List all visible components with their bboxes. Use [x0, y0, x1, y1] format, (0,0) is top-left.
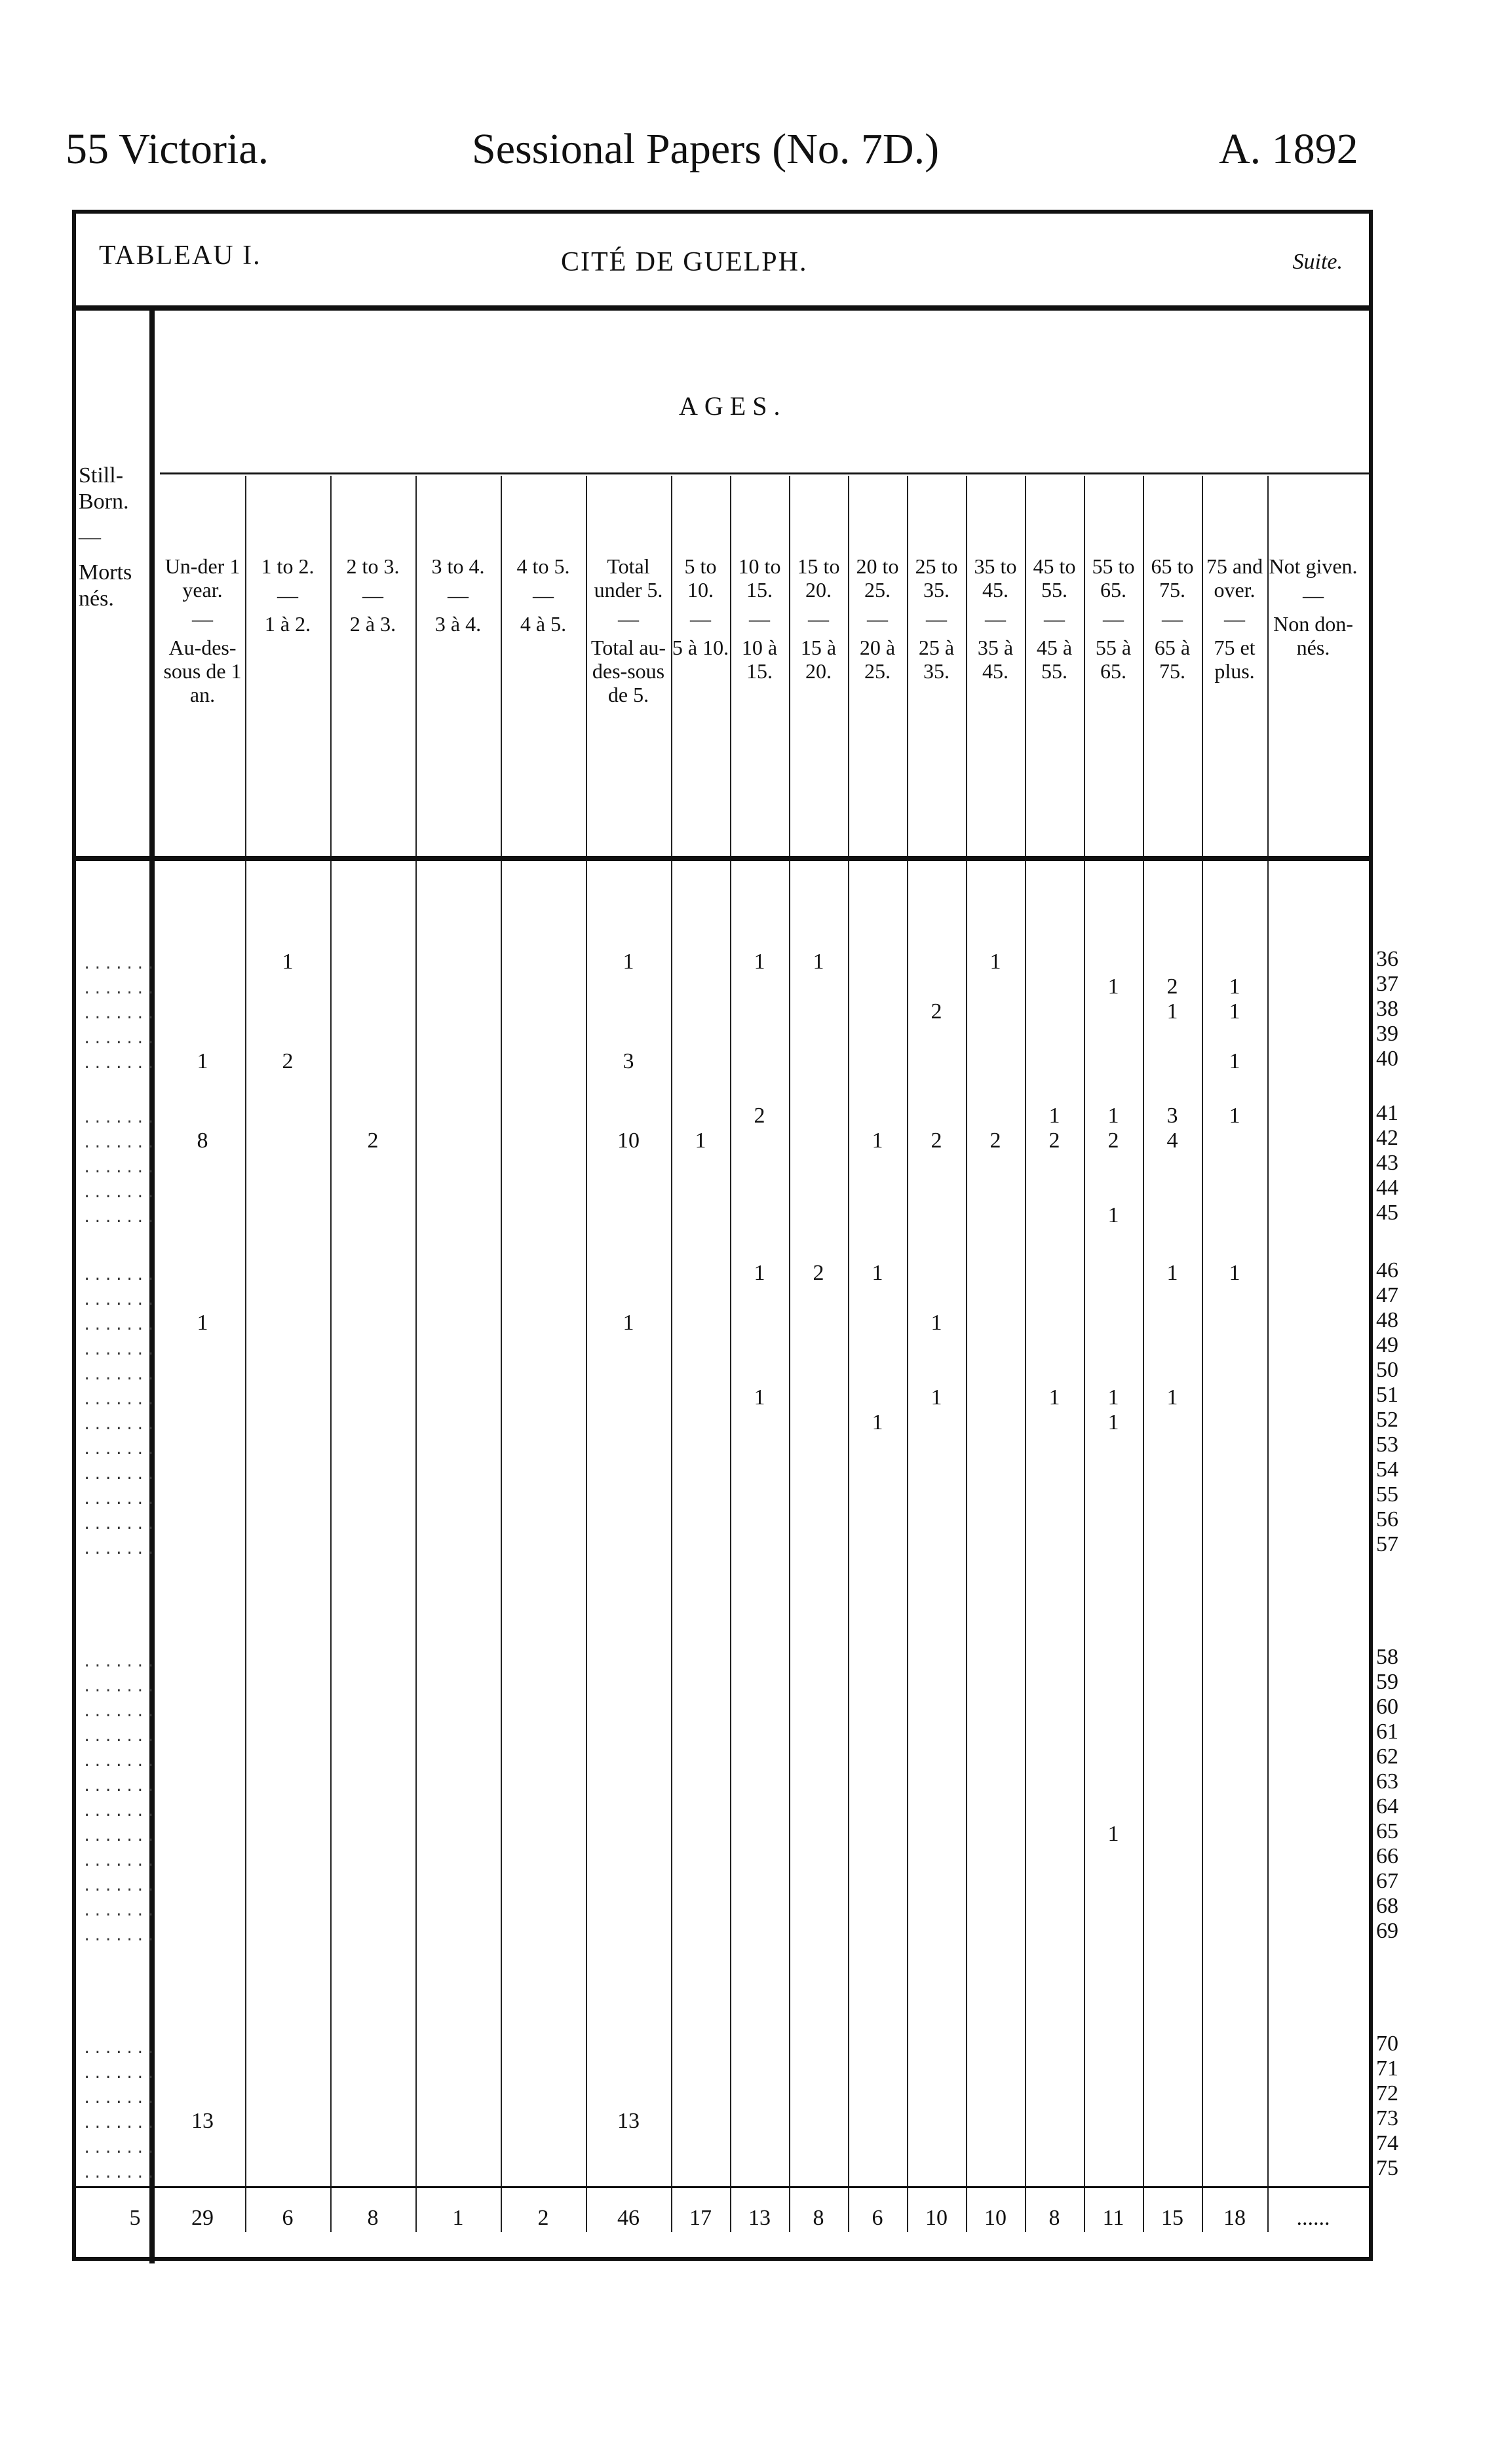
table-cell: 1	[754, 950, 765, 974]
table-cell: 1	[1229, 1049, 1240, 1073]
column-header-fr: 15 à 20.	[800, 636, 837, 683]
column-header-fr: 2 à 3.	[349, 612, 396, 636]
total-cell: 1	[452, 2206, 464, 2230]
dot-leader: .......	[83, 1878, 157, 1895]
row-number: 36	[1376, 947, 1398, 971]
row-number: 67	[1376, 1869, 1398, 1893]
still-born-fr: Morts nés.	[79, 560, 132, 611]
column-header-sep: —	[926, 607, 947, 630]
column-header-sep: —	[448, 583, 469, 607]
row-number: 41	[1376, 1101, 1398, 1125]
table-cell: 1	[754, 1261, 765, 1285]
table-cell: 1	[1166, 1385, 1178, 1410]
dot-leader: .......	[83, 1292, 157, 1309]
total-cell: 17	[689, 2206, 712, 2230]
row-number: 57	[1376, 1532, 1398, 1556]
table-cell: 1	[1229, 974, 1240, 999]
column-header	[1202, 554, 1267, 683]
column-header-sep: —	[618, 607, 639, 630]
table-cell: 1	[1107, 1104, 1119, 1128]
column-header	[160, 554, 245, 706]
column-header-fr: 1 à 2.	[264, 612, 311, 636]
column-header-sep: —	[362, 583, 383, 607]
column-rule	[789, 476, 790, 2232]
column-header-en: 25 to 35.	[915, 554, 958, 602]
column-header-en: 5 to 10.	[684, 554, 717, 602]
row-number: 63	[1376, 1769, 1398, 1794]
column-header	[730, 554, 789, 683]
column-header	[671, 554, 730, 659]
dot-leader: .......	[83, 1317, 157, 1334]
column-header-en: 3 to 4.	[431, 554, 485, 578]
dot-leader: .......	[83, 1903, 157, 1919]
row-number: 66	[1376, 1844, 1398, 1868]
column-header-sep: —	[1162, 607, 1183, 630]
column-header-fr: 20 à 25.	[859, 636, 896, 683]
table-cell: 1	[1107, 974, 1119, 999]
table-cell: 2	[1166, 974, 1178, 999]
dot-leader: .......	[83, 1210, 157, 1226]
row-number: 58	[1376, 1645, 1398, 1669]
table-cell: 2	[931, 999, 942, 1024]
column-header-sep: —	[985, 607, 1006, 630]
dot-leader: .......	[83, 1729, 157, 1745]
table-cell: 2	[367, 1128, 379, 1153]
dot-leader: .......	[83, 2066, 157, 2082]
table-cell: 2	[282, 1049, 294, 1073]
total-cell: 11	[1102, 2206, 1124, 2230]
table-cell: 2	[1107, 1128, 1119, 1153]
column-header-en: 4 to 5.	[516, 554, 570, 578]
table-cell: 8	[197, 1128, 208, 1153]
column-header-sep: —	[1224, 607, 1245, 630]
totals-rule	[76, 2186, 1369, 2188]
dot-leader: .......	[83, 1417, 157, 1433]
table-cell: 1	[1166, 999, 1178, 1024]
row-number: 64	[1376, 1794, 1398, 1819]
total-still-born: 5	[129, 2206, 141, 2230]
column-rule	[730, 476, 731, 2232]
column-rule	[415, 476, 417, 2232]
table-cell: 2	[754, 1104, 765, 1128]
dot-leader: .......	[83, 1704, 157, 1720]
total-cell: 10	[984, 2206, 1007, 2230]
column-header-sep: —	[277, 583, 298, 607]
table-cell: 13	[617, 2109, 640, 2133]
column-rule	[501, 476, 502, 2232]
table-cell: 1	[1107, 1203, 1119, 1227]
table-cell: 1	[931, 1385, 942, 1410]
total-cell: 8	[367, 2206, 379, 2230]
dot-leader: .......	[83, 2041, 157, 2057]
ages-divider	[160, 472, 1372, 474]
ages-heading: AGES.	[679, 391, 787, 421]
total-cell: 2	[537, 2206, 549, 2230]
column-header-en: 20 to 25.	[856, 554, 899, 602]
column-header	[907, 554, 966, 683]
column-header-en: Un-der 1 year.	[164, 554, 240, 602]
column-rule	[586, 476, 587, 2232]
column-header	[586, 554, 671, 706]
column-header-sep: —	[808, 607, 829, 630]
table-cell: 1	[623, 1311, 634, 1335]
total-cell: 13	[748, 2206, 771, 2230]
row-number: 54	[1376, 1457, 1398, 1482]
row-number: 72	[1376, 2081, 1398, 2106]
column-header-fr: 45 à 55.	[1036, 636, 1073, 683]
row-number: 70	[1376, 2031, 1398, 2056]
row-number: 42	[1376, 1126, 1398, 1150]
column-header-fr: 55 à 65.	[1095, 636, 1132, 683]
table-cell: 2	[813, 1261, 824, 1285]
row-number: 75	[1376, 2156, 1398, 2180]
table-cell: 1	[1229, 1261, 1240, 1285]
column-header	[966, 554, 1025, 683]
table-city: CITÉ DE GUELPH.	[561, 247, 808, 277]
table-cell: 1	[872, 1410, 883, 1434]
dot-leader: .......	[83, 1031, 157, 1047]
table-cell: 1	[989, 950, 1001, 974]
header-bottom-rule	[76, 856, 1369, 861]
column-header-en: Not given.	[1269, 554, 1358, 578]
dot-leader: .......	[83, 981, 157, 997]
table-cell: 1	[1107, 1410, 1119, 1434]
row-number: 60	[1376, 1695, 1398, 1719]
dot-leader: .......	[83, 1828, 157, 1845]
table-cell: 1	[1048, 1385, 1060, 1410]
dot-leader: .......	[83, 1679, 157, 1695]
dot-leader: .......	[83, 1853, 157, 1870]
dot-leader: .......	[83, 1492, 157, 1508]
column-header	[501, 554, 586, 636]
total-cell: 6	[872, 2206, 883, 2230]
total-cell: 6	[282, 2206, 294, 2230]
column-header-en: 55 to 65.	[1092, 554, 1135, 602]
row-number: 49	[1376, 1333, 1398, 1357]
row-number: 69	[1376, 1919, 1398, 1943]
column-header-en: 35 to 45.	[974, 554, 1017, 602]
table-cell: 1	[1048, 1104, 1060, 1128]
table-cell: 1	[1107, 1385, 1119, 1410]
dot-leader: .......	[83, 1367, 157, 1383]
totals-row	[76, 2199, 1369, 2252]
column-header	[245, 554, 330, 636]
table-suite: Suite.	[1292, 250, 1343, 274]
column-header-sep: —	[867, 607, 888, 630]
row-number: 68	[1376, 1894, 1398, 1918]
dot-leader: .......	[83, 2090, 157, 2107]
column-header-fr: Total au-des-sous de 5.	[590, 636, 666, 706]
column-header-sep: —	[1103, 607, 1124, 630]
total-cell: ......	[1296, 2206, 1330, 2230]
row-number: 46	[1376, 1258, 1398, 1282]
table-cell: 1	[872, 1261, 883, 1285]
column-header-fr: 25 à 35.	[918, 636, 955, 683]
row-number: 52	[1376, 1408, 1398, 1432]
column-header-sep: —	[192, 607, 213, 630]
column-header-en: 15 to 20.	[797, 554, 840, 602]
column-rule	[907, 476, 908, 2232]
dot-leader: .......	[83, 1541, 157, 1558]
column-header-sep: —	[749, 607, 770, 630]
dot-leader: .......	[83, 1467, 157, 1483]
column-header-sep: —	[690, 607, 711, 630]
table-cell: 10	[617, 1128, 640, 1153]
row-number: 53	[1376, 1433, 1398, 1457]
column-header-sep: —	[1303, 583, 1324, 607]
row-number: 73	[1376, 2106, 1398, 2130]
dot-leader: .......	[83, 1654, 157, 1670]
dot-leader: .......	[83, 2115, 157, 2132]
table-cell: 1	[1107, 1822, 1119, 1846]
column-header	[1143, 554, 1202, 683]
dot-leader: .......	[83, 1516, 157, 1533]
table-cell: 1	[197, 1311, 208, 1335]
row-number: 39	[1376, 1022, 1398, 1046]
dot-leader: .......	[83, 956, 157, 972]
column-header	[1084, 554, 1143, 683]
dot-leader: .......	[83, 1160, 157, 1176]
row-number: 71	[1376, 2056, 1398, 2081]
row-number: 38	[1376, 997, 1398, 1021]
table-cell: 3	[1166, 1104, 1178, 1128]
column-header-fr: 75 et plus.	[1214, 636, 1256, 683]
table-cell: 4	[1166, 1128, 1178, 1153]
total-cell: 46	[617, 2206, 640, 2230]
table-cell: 1	[872, 1128, 883, 1153]
dot-leader: .......	[83, 1342, 157, 1358]
column-rule	[966, 476, 967, 2232]
column-header-fr: Non don-nés.	[1273, 612, 1353, 659]
row-number: 61	[1376, 1720, 1398, 1744]
dot-leader: .......	[83, 1135, 157, 1151]
column-rule	[1025, 476, 1026, 2232]
column-rule	[330, 476, 332, 2232]
column-header-en: 75 and over.	[1206, 554, 1263, 602]
table-cell: 1	[282, 950, 294, 974]
column-rule	[245, 476, 246, 2232]
column-header-en: 45 to 55.	[1033, 554, 1076, 602]
dot-leader: .......	[83, 1006, 157, 1022]
table-cell: 2	[931, 1128, 942, 1153]
still-born-en: Still-Born.	[79, 463, 129, 514]
dot-leader: .......	[83, 1110, 157, 1126]
column-header	[1267, 554, 1359, 659]
total-cell: 8	[813, 2206, 824, 2230]
row-number: 50	[1376, 1358, 1398, 1382]
column-header	[330, 554, 415, 636]
column-rule	[1267, 476, 1269, 2232]
column-header	[789, 554, 848, 683]
row-number: 59	[1376, 1670, 1398, 1694]
total-cell: 29	[191, 2206, 214, 2230]
dot-leader: .......	[83, 1754, 157, 1770]
column-rule	[848, 476, 849, 2232]
column-header-fr: 4 à 5.	[520, 612, 567, 636]
dot-leader: .......	[83, 1185, 157, 1201]
table-label: TABLEAU I.	[99, 241, 261, 271]
row-number: 56	[1376, 1507, 1398, 1531]
row-number: 74	[1376, 2131, 1398, 2155]
column-header-en: 10 to 15.	[738, 554, 781, 602]
row-number: 40	[1376, 1047, 1398, 1071]
dot-leader: .......	[83, 1392, 157, 1408]
dot-leader: .......	[83, 1779, 157, 1795]
column-header-fr: 10 à 15.	[741, 636, 778, 683]
row-number: 45	[1376, 1201, 1398, 1225]
total-cell: 18	[1223, 2206, 1246, 2230]
still-born-header	[79, 463, 152, 612]
column-rule	[671, 476, 672, 2232]
dot-leader: .......	[83, 1056, 157, 1072]
row-number: 37	[1376, 972, 1398, 996]
table-title-bar	[76, 214, 1369, 311]
column-rule	[1202, 476, 1203, 2232]
row-number: 48	[1376, 1308, 1398, 1332]
table-cell: 1	[813, 950, 824, 974]
column-header	[848, 554, 907, 683]
column-rule	[1084, 476, 1085, 2232]
dot-leader: .......	[83, 1442, 157, 1458]
column-header-en: 1 to 2.	[261, 554, 315, 578]
table-cell: 1	[695, 1128, 706, 1153]
row-number: 55	[1376, 1482, 1398, 1507]
column-header-fr: 5 à 10.	[672, 636, 729, 659]
column-header-fr: 35 à 45.	[977, 636, 1014, 683]
column-header-en: 2 to 3.	[346, 554, 400, 578]
total-cell: 10	[925, 2206, 948, 2230]
column-rule	[1143, 476, 1144, 2232]
column-header-sep: —	[533, 583, 554, 607]
column-header-fr: 65 à 75.	[1154, 636, 1191, 683]
table-cell: 1	[754, 1385, 765, 1410]
row-number: 47	[1376, 1283, 1398, 1307]
column-header-en: 65 to 75.	[1151, 554, 1194, 602]
column-header-fr: 3 à 4.	[434, 612, 482, 636]
table-cell: 13	[191, 2109, 214, 2133]
table-cell: 1	[1229, 999, 1240, 1024]
column-header-en: Total under 5.	[594, 554, 663, 602]
column-header-fr: Au-des-sous de 1 an.	[163, 636, 242, 706]
column-header-sep: —	[1044, 607, 1065, 630]
row-number: 43	[1376, 1151, 1398, 1175]
table-cell: 1	[1166, 1261, 1178, 1285]
still-born-sep: —	[79, 525, 101, 549]
row-number: 65	[1376, 1819, 1398, 1843]
dot-leader: .......	[83, 1267, 157, 1284]
dot-leader: .......	[83, 1803, 157, 1820]
column-header	[1025, 554, 1084, 683]
table-cell: 1	[931, 1311, 942, 1335]
table-cell: 3	[623, 1049, 634, 1073]
dot-leader: .......	[83, 1928, 157, 1944]
table-cell: 1	[197, 1049, 208, 1073]
table-cell: 2	[1048, 1128, 1060, 1153]
dot-leader: .......	[83, 2165, 157, 2182]
running-head-right: A. 1892	[1219, 125, 1358, 173]
table-frame	[72, 210, 1373, 2261]
row-number: 62	[1376, 1744, 1398, 1769]
running-head-center: Sessional Papers (No. 7D.)	[472, 125, 940, 173]
running-head-left: 55 Victoria.	[66, 125, 269, 173]
column-header	[415, 554, 501, 636]
total-cell: 15	[1161, 2206, 1183, 2230]
total-cell: 8	[1048, 2206, 1060, 2230]
table-cell: 1	[1229, 1104, 1240, 1128]
row-number: 44	[1376, 1176, 1398, 1200]
dot-leader: .......	[83, 2140, 157, 2157]
row-number: 51	[1376, 1383, 1398, 1407]
table-cell: 1	[623, 950, 634, 974]
table-cell: 2	[989, 1128, 1001, 1153]
